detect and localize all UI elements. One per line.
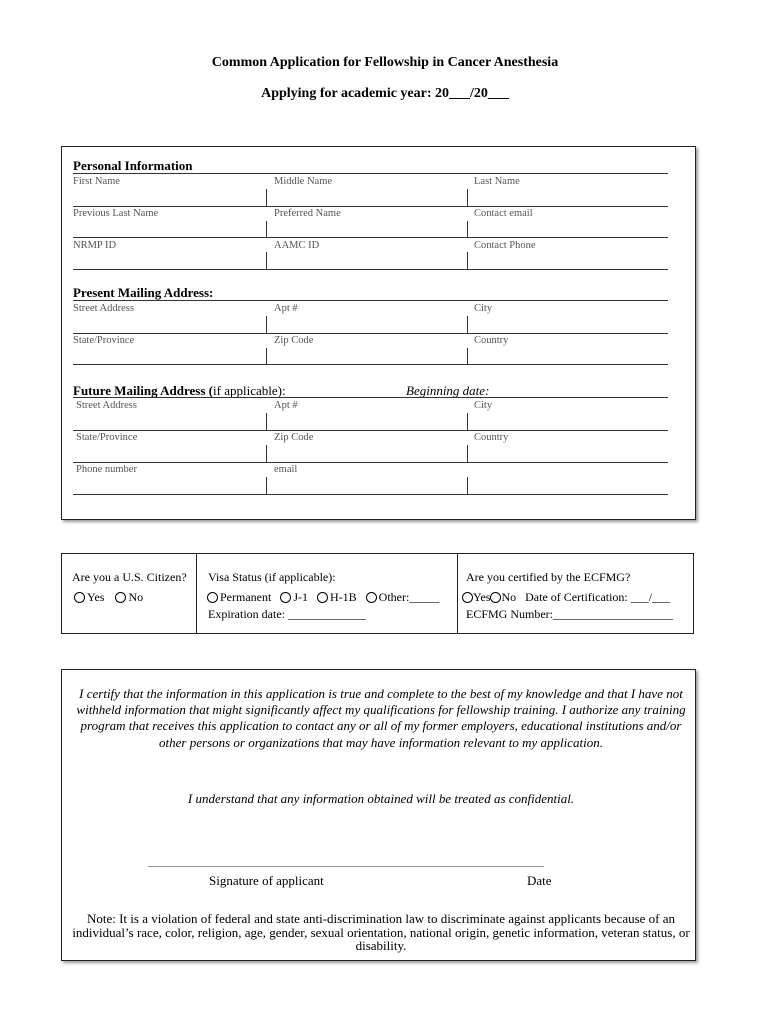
expiration-date-field[interactable]: Expiration date: _____________ [208,607,366,621]
form-title: Common Application for Fellowship in Cancer Anesthesia [211,55,559,70]
ecfmg-no-radio[interactable] [490,592,501,603]
visa-options [207,590,439,605]
column-divider [457,553,458,634]
first-name-label: First Name [73,176,120,187]
future-email-label: email [274,464,298,475]
field-separator [467,477,468,494]
visa-status-label: Visa Status (if applicable): [208,570,336,584]
personal-info-heading: Personal Information [73,158,193,173]
future-street-address-label: Street Address [76,400,137,411]
aamc-id-label: AAMC ID [274,240,320,251]
apt-label: Apt # [274,303,298,314]
ecfmg-yes-radio[interactable] [462,592,473,603]
future-address-heading: Future Mailing Address (if applicable): [73,383,286,398]
future-street-address-field[interactable] [73,430,668,431]
visa-permanent-radio[interactable] [207,592,218,603]
state-province-field[interactable] [73,364,668,365]
signature-line[interactable]: ________________________________________________________________________ [148,856,544,868]
nrmp-id-label: NRMP ID [73,240,117,251]
column-divider [196,553,197,634]
ecfmg-no-label: No [501,590,517,604]
citizen-yes-label: Yes [87,590,105,604]
field-separator [266,316,267,333]
present-address-heading: Present Mailing Address: [73,285,214,300]
visa-h1b-radio[interactable] [317,592,328,603]
divider [73,300,668,301]
contact-phone-label: Contact Phone [474,240,536,251]
field-separator [266,221,267,238]
date-label: Date [527,873,552,888]
country-label: Country [474,335,509,346]
field-separator [266,348,267,365]
ecfmg-yes-label: Yes [473,590,491,604]
citizen-question: Are you a U.S. Citizen? [72,570,187,584]
field-separator [467,413,468,430]
visa-permanent-label: Permanent [220,590,272,604]
field-separator [266,477,267,494]
ecfmg-question: Are you certified by the ECFMG? [466,570,631,584]
previous-last-name-field[interactable] [73,237,668,238]
contact-email-label: Contact email [474,208,533,219]
beginning-date-label: Beginning date: [406,383,490,398]
state-province-label: State/Province [73,335,135,346]
visa-other-field[interactable]: Other:_____ [378,590,440,604]
street-address-field[interactable] [73,333,668,334]
confidentiality-statement: I understand that any information obtained will be treated as confidential. [187,791,575,806]
future-city-label: City [474,400,493,411]
visa-h1b-label: H-1B [330,590,357,604]
citizen-no-radio[interactable] [115,592,126,603]
academic-year-line: Applying for academic year: 20___/20___ [261,86,509,101]
field-separator [467,316,468,333]
ecfmg-options [462,590,670,605]
field-separator [467,252,468,269]
visa-j1-radio[interactable] [280,592,291,603]
future-country-label: Country [474,432,509,443]
previous-last-name-label: Previous Last Name [73,208,159,219]
divider [73,173,668,174]
future-state-province-label: State/Province [76,432,138,443]
street-address-label: Street Address [73,303,134,314]
divider [73,397,668,398]
phone-number-field[interactable] [73,494,668,495]
certification-statement: I certify that the information in this application is true and complete to the best of my knowledge and that I have not withheld information that might significantly affect my qualifications for fellowship training. I authorize any training program that receives this application to contact any or all of my former employers, educational institutions and/or other persons or organizations that may have information relevant to my application. [76,686,686,750]
middle-name-label: Middle Name [274,176,333,187]
visa-j1-label: J-1 [293,590,308,604]
nrmp-id-field[interactable] [73,269,668,270]
visa-other-radio[interactable] [366,592,377,603]
citizen-options [74,590,143,605]
field-separator [467,348,468,365]
preferred-name-label: Preferred Name [274,208,341,219]
field-separator [266,445,267,462]
future-zip-code-label: Zip Code [274,432,314,443]
signature-label: Signature of applicant [209,873,324,888]
field-separator [467,189,468,206]
zip-code-label: Zip Code [274,335,314,346]
field-separator [266,252,267,269]
field-separator [266,189,267,206]
anti-discrimination-note: Note: It is a violation of federal and state anti-discrimination law to discriminate against applicants because of an individual’s race, color, religion, age, gender, sexual orientation, national origin, genetic information, veteran status, or disability. [72,911,690,953]
certification-date-field[interactable]: Date of Certification: ___/___ [525,590,671,604]
ecfmg-number-field[interactable]: ECFMG Number:____________________ [466,607,673,621]
first-name-field[interactable] [73,206,668,207]
future-apt-label: Apt # [274,400,298,411]
citizen-yes-radio[interactable] [74,592,85,603]
citizen-no-label: No [128,590,144,604]
future-state-province-field[interactable] [73,462,668,463]
field-separator [467,221,468,238]
field-separator [467,445,468,462]
phone-number-label: Phone number [76,464,137,475]
city-label: City [474,303,493,314]
field-separator [266,413,267,430]
last-name-label: Last Name [474,176,520,187]
